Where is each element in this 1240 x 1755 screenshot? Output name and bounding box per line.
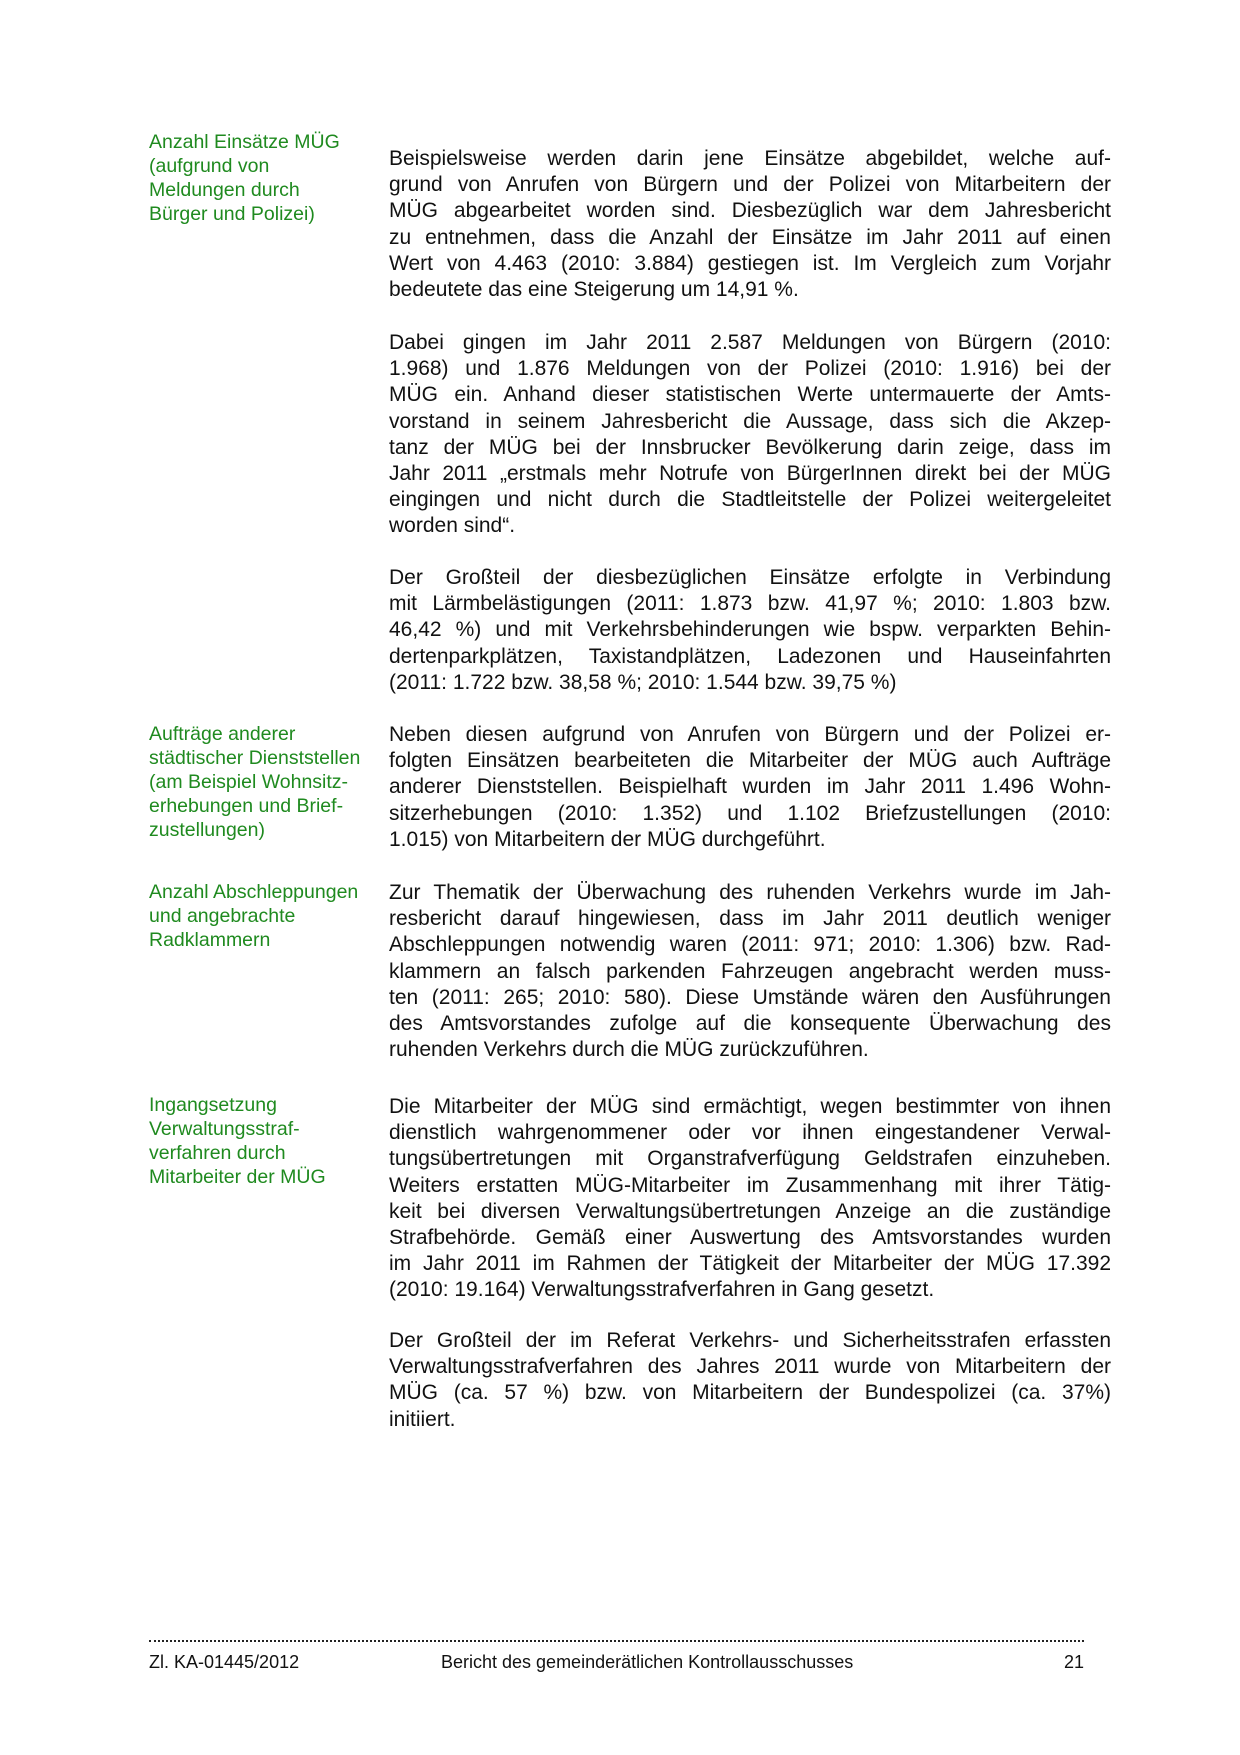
margin-note-line: erhebungen und Brief- (149, 795, 344, 817)
text-line: tungsübertretungen mit Organstrafverfügung Geldstrafen einzuheben. (389, 1147, 1111, 1171)
report-title: Bericht des gemeinderätlichen Kontrollausschusses (441, 1652, 854, 1672)
text-line: Wert von 4.463 (2010: 3.884) gestiegen ist. Im Vergleich zum Vorjahr (389, 251, 1111, 275)
paragraph-verwaltungsstrafverfahren (389, 1094, 1111, 1304)
margin-note-line: zustellungen) (149, 819, 265, 841)
text-line: bedeutete das eine Steigerung um 14,91 %. (389, 277, 799, 301)
text-line: zu entnehmen, dass die Anzahl der Einsätze im Jahr 2011 auf einen (389, 225, 1111, 249)
text-line: sitzerhebungen (2010: 1.352) und 1.102 Briefzustellungen (2010: (389, 801, 1111, 825)
page-footer (149, 1652, 1084, 1678)
text-line: Jahr 2011 „erstmals mehr Notrufe von BürgerInnen direkt bei der MÜG (389, 461, 1111, 485)
text-line: 1.968) und 1.876 Meldungen von der Polizei (2010: 1.916) bei der (389, 357, 1111, 381)
margin-note-line: und angebrachte (149, 905, 296, 927)
text-line: ten (2011: 265; 2010: 580). Diese Umstände wären den Ausführungen (389, 985, 1111, 1009)
page-number: 21 (1063, 1652, 1084, 1672)
margin-note-einsaetze (149, 130, 384, 226)
paragraph-abschleppungen (389, 880, 1111, 1063)
text-line: eingingen und nicht durch die Stadtleitstelle der Polizei weitergeleitet (389, 488, 1111, 512)
margin-note-line: Anzahl Einsätze MÜG (149, 131, 340, 153)
text-line: Beispielsweise werden darin jene Einsätze abgebildet, welche auf- (389, 147, 1111, 170)
margin-note-verwaltungsstrafverfahren (149, 1093, 384, 1189)
text-line: Zur Thematik der Überwachung des ruhenden Verkehrs wurde im Jah- (389, 881, 1111, 904)
margin-note-line: Verwaltungsstraf- (149, 1118, 300, 1140)
text-line: Abschleppungen notwendig waren (2011: 971; 2010: 1.306) bzw. Rad- (389, 933, 1111, 957)
text-line: MÜG abgearbeitet worden sind. Diesbezüglich war dem Jahresbericht (389, 199, 1111, 223)
margin-note-line: Meldungen durch (149, 179, 300, 201)
paragraph-grossteil-verfahren (389, 1328, 1111, 1433)
text-line: 46,42 %) und mit Verkehrsbehinderungen wie bspw. verparkten Behin- (389, 618, 1111, 642)
paragraph-grossteil-einsaetze (389, 565, 1111, 696)
margin-note-line: Anzahl Abschleppungen (149, 881, 359, 903)
text-line: (2010: 19.164) Verwaltungsstrafverfahren in Gang gesetzt. (389, 1278, 935, 1302)
text-line: Strafbehörde. Gemäß einer Auswertung des Amtsvorstandes wurden (389, 1225, 1111, 1249)
text-line: MÜG ein. Anhand dieser statistischen Werte untermauerte der Amts- (389, 383, 1111, 407)
text-line: ruhenden Verkehrs durch die MÜG zurückzuführen. (389, 1038, 869, 1062)
text-line: mit Lärmbelästigungen (2011: 1.873 bzw. 41,97 %; 2010: 1.803 bzw. (389, 592, 1111, 616)
text-line: 1.015) von Mitarbeitern der MÜG durchgeführt. (389, 827, 826, 851)
text-line: Verwaltungsstrafverfahren des Jahres 2011 wurde von Mitarbeitern der (389, 1355, 1111, 1379)
paragraph-meldungen (389, 330, 1111, 540)
text-line: MÜG (ca. 57 %) bzw. von Mitarbeitern der Bundespolizei (ca. 37%) (389, 1381, 1111, 1405)
text-line: worden sind“. (389, 514, 516, 538)
text-line: des Amtsvorstandes zufolge auf die konsequente Überwachung des (389, 1011, 1111, 1035)
text-line: dertenparkplätzen, Taxistandplätzen, Ladezonen und Hauseinfahrten (389, 644, 1111, 668)
margin-note-line: Mitarbeiter der MÜG (149, 1166, 326, 1188)
text-line: vorstand in seinem Jahresbericht die Aussage, dass sich die Akzep- (389, 409, 1111, 433)
text-line: folgten Einsätzen bearbeiteten die Mitarbeiter der MÜG auch Aufträge (389, 749, 1111, 773)
margin-note-line: Radklammern (149, 929, 271, 951)
margin-note-auftraege (149, 722, 384, 842)
footer-divider (149, 1640, 1084, 1642)
margin-note-line: städtischer Dienststellen (149, 747, 361, 769)
document-reference: Zl. KA-01445/2012 (149, 1652, 300, 1672)
text-line: Dabei gingen im Jahr 2011 2.587 Meldungen von Bürgern (2010: (389, 331, 1111, 354)
text-line: Die Mitarbeiter der MÜG sind ermächtigt, wegen bestimmter von ihnen (389, 1095, 1111, 1118)
text-line: dienstlich wahrgenommener oder vor ihnen eingestandener Verwal- (389, 1121, 1111, 1145)
text-line: anderer Dienststellen. Beispielhaft wurden im Jahr 2011 1.496 Wohn- (389, 775, 1111, 799)
text-line: resbericht darauf hingewiesen, dass im Jahr 2011 deutlich weniger (389, 907, 1111, 931)
text-line: keit bei diversen Verwaltungsübertretungen Anzeige an die zuständige (389, 1199, 1111, 1223)
margin-note-line: Ingangsetzung (149, 1094, 277, 1116)
text-line: Der Großteil der diesbezüglichen Einsätze erfolgte in Verbindung (389, 566, 1111, 589)
margin-note-line: Bürger und Polizei) (149, 203, 315, 225)
margin-note-line: Aufträge anderer (149, 723, 296, 745)
margin-note-line: (aufgrund von (149, 155, 270, 177)
text-line: klammern an falsch parkenden Fahrzeugen angebracht werden muss- (389, 959, 1111, 983)
margin-note-line: verfahren durch (149, 1142, 286, 1164)
paragraph-einsaetze-intro (389, 146, 1111, 303)
margin-note-line: (am Beispiel Wohnsitz- (149, 771, 349, 793)
text-line: (2011: 1.722 bzw. 38,58 %; 2010: 1.544 bzw. 39,75 %) (389, 670, 897, 694)
text-line: initiiert. (389, 1407, 456, 1431)
text-line: Weiters erstatten MÜG-Mitarbeiter im Zusammenhang mit ihrer Tätig- (389, 1173, 1111, 1197)
paragraph-auftraege (389, 722, 1111, 853)
text-line: grund von Anrufen von Bürgern und der Polizei von Mitarbeitern der (389, 173, 1111, 197)
text-line: Der Großteil der im Referat Verkehrs- und Sicherheitsstrafen erfassten (389, 1329, 1111, 1352)
text-line: tanz der MÜG bei der Innsbrucker Bevölkerung darin zeige, dass im (389, 435, 1111, 459)
text-line: im Jahr 2011 im Rahmen der Tätigkeit der Mitarbeiter der MÜG 17.392 (389, 1252, 1111, 1276)
text-line: Neben diesen aufgrund von Anrufen von Bürgern und der Polizei er- (389, 723, 1111, 746)
margin-note-abschleppungen (149, 880, 384, 952)
